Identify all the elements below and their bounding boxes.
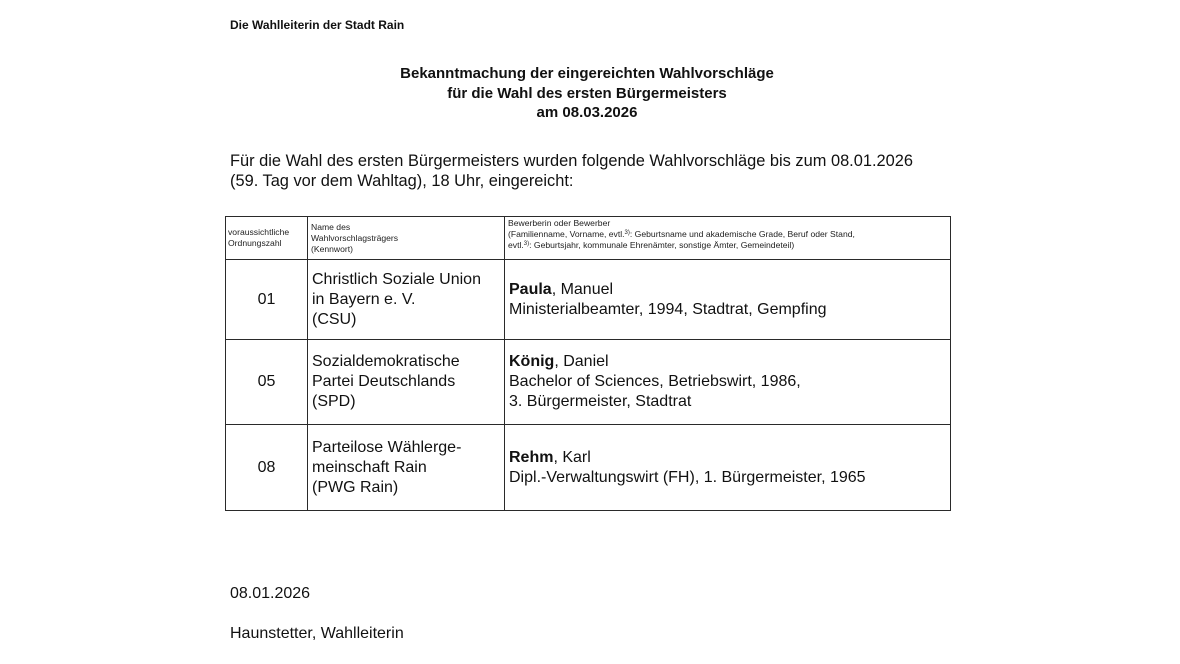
party-cell: Christlich Soziale Union in Bayern e. V. (CSU): [308, 260, 505, 340]
candidate-given-name: , Daniel: [554, 353, 609, 370]
candidate-details: 3. Bürgermeister, Stadtrat: [509, 393, 692, 410]
document-title: [225, 64, 949, 123]
candidate-details: Ministerialbeamter, 1994, Stadtrat, Gempfing: [509, 300, 827, 318]
candidate-cell: [505, 260, 951, 340]
table-row: [226, 425, 951, 511]
party-cell: Sozialdemokratische Partei Deutschlands (SPD): [308, 340, 505, 425]
footer-date: 08.01.2026: [230, 585, 311, 602]
table-row: [226, 340, 951, 425]
nominations-table: [225, 216, 951, 511]
title-line-3: am 08.03.2026: [536, 104, 638, 121]
candidate-given-name: , Karl: [553, 448, 591, 466]
footnote-marker: 3): [624, 230, 630, 236]
title-line-2: für die Wahl des ersten Bürgermeisters: [447, 84, 727, 102]
footnote-marker: 3): [523, 241, 530, 247]
candidate-given-name: , Manuel: [551, 280, 614, 298]
title-line-1: Bekanntmachung der eingereichten Wahlvorschläge: [400, 65, 774, 82]
header-wahlvorschlagstraeger: Name des Wahlvorschlagsträgers (Kennwort): [308, 217, 505, 260]
candidate-cell: [505, 425, 951, 511]
party-cell: Parteilose Wählerge- meinschaft Rain (PWG Rain): [308, 425, 505, 511]
ordnungszahl-cell: 01: [226, 260, 308, 340]
candidate-surname: Paula: [509, 280, 552, 298]
candidate-details: Bachelor of Sciences, Betriebswirt, 1986,: [509, 373, 801, 390]
candidate-surname: König: [509, 353, 555, 370]
candidate-surname: Rehm: [509, 448, 554, 466]
table-row: [226, 260, 951, 340]
footer-signature: Haunstetter, Wahlleiterin: [230, 625, 404, 642]
ordnungszahl-cell: 08: [226, 425, 308, 511]
intro-line-1: Für die Wahl des ersten Bürgermeisters wurden folgende Wahlvorschläge bis zum 08.01.2026: [230, 152, 913, 170]
intro-line-2: (59. Tag vor dem Wahltag), 18 Uhr, eingereicht:: [230, 172, 574, 190]
table-header-row: [226, 217, 951, 260]
header-ordnungszahl: voraussichtliche Ordnungszahl: [226, 217, 308, 260]
ordnungszahl-cell: 05: [226, 340, 308, 425]
org-header: Die Wahlleiterin der Stadt Rain: [230, 18, 405, 32]
intro-paragraph: [230, 151, 960, 191]
candidate-details: Dipl.-Verwaltungswirt (FH), 1. Bürgermeister, 1965: [509, 468, 866, 486]
header-bewerber: Bewerberin oder Bewerber (Familienname, Vorname, evtl.$^{3)}$: Geburtsname und akademische Grade, Beruf oder Stand, evtl.$^{3)}$: Geburtsjahr, kommunale Ehrenämter, sonstige Ämter, Gemeindeteil): [505, 217, 951, 260]
candidate-cell: [505, 340, 951, 425]
